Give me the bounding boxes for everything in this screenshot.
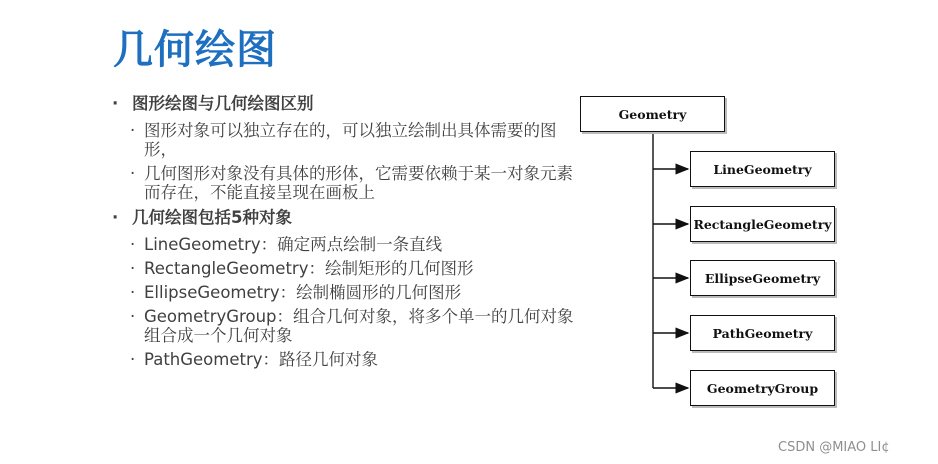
geometry-group-box: GeometryGroup	[690, 370, 835, 406]
bullet-line-geometry: · LineGeometry：确定两点绘制一条直线	[112, 235, 587, 254]
bullet-geometry-group: · GeometryGroup：组合几何对象，将多个单一的几何对象组合成一个几何对象	[112, 307, 587, 345]
bullet-list	[112, 88, 587, 369]
csdn-watermark: CSDN @MIAO LI¢	[778, 440, 890, 455]
rectangle-geometry-box: RectangleGeometry	[690, 206, 835, 242]
bullet-rectangle-geometry: · RectangleGeometry：绘制矩形的几何图形	[112, 259, 587, 278]
geometry-hierarchy-diagram	[578, 92, 848, 412]
line-geometry-box: LineGeometry	[690, 151, 835, 187]
path-geometry-box: PathGeometry	[690, 315, 835, 351]
bullet-ellipse-geometry: · EllipseGeometry：绘制椭圆形的几何图形	[112, 283, 587, 302]
bullet-geometry-objects: · 几何图形对象没有具体的形体，它需要依赖于某一对象元素而存在，不能直接呈现在画板上	[112, 164, 587, 202]
geometry-root-box: Geometry	[580, 96, 725, 132]
bullet-path-geometry: · PathGeometry：路径几何对象	[112, 350, 587, 369]
bullet-graphic-objects: · 图形对象可以独立存在的，可以独立绘制出具体需要的图形，	[112, 121, 587, 159]
slide-title: 几何绘图	[113, 27, 277, 73]
connector-lines	[578, 92, 848, 412]
ellipse-geometry-box: EllipseGeometry	[690, 260, 835, 296]
section-heading-five-objects: · 几何绘图包括5种对象	[112, 206, 587, 230]
section-heading-differences: · 图形绘图与几何绘图区别	[112, 92, 587, 116]
